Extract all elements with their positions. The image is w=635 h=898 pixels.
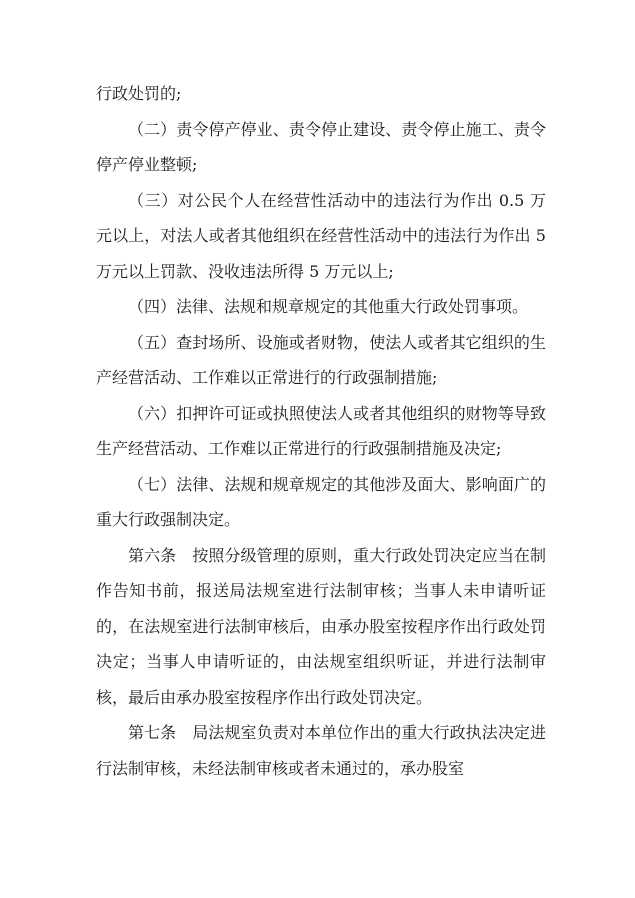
paragraph-article-6: 第六条 按照分级管理的原则，重大行政处罚决定应当在制作告知书前，报送局法规室进行法制审核；当事人未申请听证的，在法规室进行法制审核后，由承办股室按程序作出行政处罚决定；当事人申请听证的，由法规室组织听证，并进行法制审核，最后由承办股室按程序作出行政处罚决定。	[96, 545, 546, 707]
paragraph-item-4: （四）法律、法规和规章规定的其他重大行政处罚事项。	[128, 297, 529, 316]
paragraph-article-7: 第七条 局法规室负责对本单位作出的重大行政执法决定进行法制审核，未经法制审核或者未通过的，承办股室	[96, 723, 546, 778]
paragraph-item-2: （二）责令停产停业、责令停止建设、责令停止施工、责令停产停业整顿;	[96, 119, 546, 174]
paragraph-item-5: （五）查封场所、设施或者财物，使法人或者其它组织的生产经营活动、工作难以正常进行的行政强制措施;	[96, 332, 546, 387]
document-body	[96, 76, 546, 786]
paragraph-item-7: （七）法律、法规和规章规定的其他涉及面大、影响面广的重大行政强制决定。	[96, 474, 546, 529]
paragraph-item-3: （三）对公民个人在经营性活动中的违法行为作出 0.5 万元以上，对法人或者其他组织在经营性活动中的违法行为作出 5 万元以上罚款、没收违法所得 5 万元以上;	[96, 190, 546, 281]
paragraph-continuation: 行政处罚的;	[96, 84, 182, 103]
paragraph-item-6: （六）扣押许可证或执照使法人或者其他组织的财物等导致生产经营活动、工作难以正常进行的行政强制措施及决定;	[96, 403, 546, 458]
